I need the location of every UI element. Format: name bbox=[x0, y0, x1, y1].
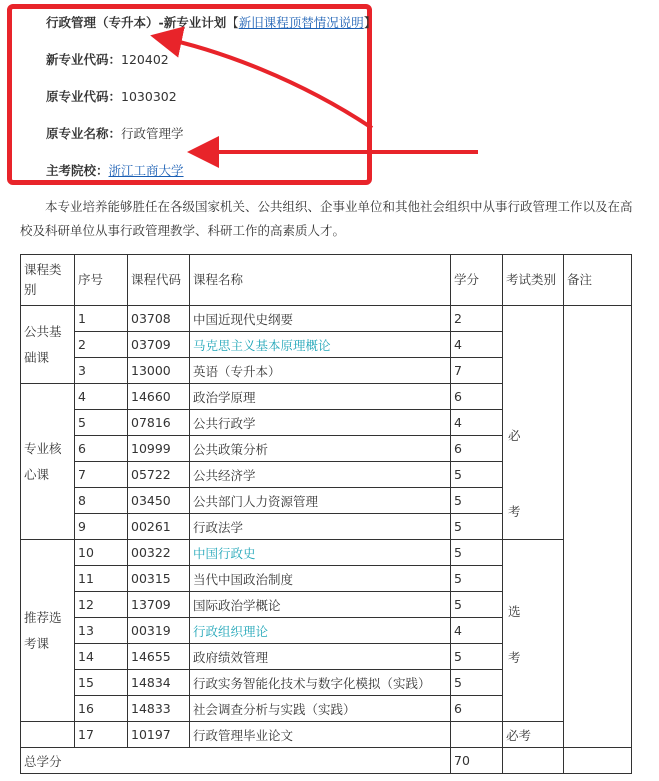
header-name: 课程名称 bbox=[190, 255, 451, 306]
course-link[interactable]: 中国行政史 bbox=[190, 540, 451, 566]
table-row: 3 13000 英语（专升本） 7 bbox=[21, 358, 632, 384]
table-row: 推荐选考课 10 00322 中国行政史 5 选 考 bbox=[21, 540, 632, 566]
header-seq: 序号 bbox=[75, 255, 128, 306]
header-code: 课程代码 bbox=[128, 255, 190, 306]
table-row: 16 14833 社会调查分析与实践（实践） 6 bbox=[21, 696, 632, 722]
table-row: 5 07816 公共行政学 4 bbox=[21, 410, 632, 436]
plan-title-line: 行政管理（专升本）-新专业计划【新旧课程顶替情况说明】 bbox=[46, 15, 377, 30]
table-header-row bbox=[21, 255, 632, 306]
table-row: 9 00261 行政法学 5 bbox=[21, 514, 632, 540]
old-name-line: 原专业名称：行政管理学 bbox=[46, 126, 184, 141]
old-code-line: 原专业代码：1030302 bbox=[46, 89, 177, 104]
table-row: 7 05722 公共经济学 5 bbox=[21, 462, 632, 488]
group-public: 公共基础课 bbox=[21, 306, 75, 384]
intro-paragraph: 本专业培养能够胜任在各级国家机关、公共组织、企事业单位和其他社会组织中从事行政管理工作以及在高校及科研单位从事行政管理教学、科研工作的高素质人才。 bbox=[20, 199, 633, 238]
table-row: 6 10999 公共政策分析 6 bbox=[21, 436, 632, 462]
table-row: 14 14655 政府绩效管理 5 bbox=[21, 644, 632, 670]
total-label: 总学分 bbox=[21, 748, 451, 774]
old-name-value: 行政管理学 bbox=[121, 126, 184, 141]
course-link[interactable]: 行政组织理论 bbox=[190, 618, 451, 644]
table-row: 专业核心课 4 14660 政治学原理 6 bbox=[21, 384, 632, 410]
table-row: 12 13709 国际政治学概论 5 bbox=[21, 592, 632, 618]
header-note: 备注 bbox=[564, 255, 632, 306]
arrow-to-title bbox=[158, 37, 372, 128]
note-cell bbox=[564, 306, 632, 748]
course-link[interactable]: 马克思主义基本原理概论 bbox=[190, 332, 451, 358]
table-row: 13 00319 行政组织理论 4 bbox=[21, 618, 632, 644]
table-row: 17 10197 行政管理毕业论文 必考 bbox=[21, 722, 632, 748]
total-row bbox=[21, 748, 632, 774]
header-credit: 学分 bbox=[451, 255, 503, 306]
table-row: 2 03709 马克思主义基本原理概论 4 bbox=[21, 332, 632, 358]
header-exam: 考试类别 bbox=[503, 255, 564, 306]
plan-title: 行政管理（专升本）-新专业计划 bbox=[46, 15, 227, 30]
new-code-value: 120402 bbox=[121, 52, 169, 67]
course-table bbox=[20, 254, 632, 774]
old-code-value: 1030302 bbox=[121, 89, 177, 104]
exam-required-cell: 必 考 bbox=[503, 306, 564, 540]
replacement-info-link[interactable]: 新旧课程顶替情况说明 bbox=[238, 15, 364, 30]
table-row: 公共基础课 1 03708 中国近现代史纲要 2 必 考 bbox=[21, 306, 632, 332]
header-category: 课程类别 bbox=[21, 255, 75, 306]
group-core: 专业核心课 bbox=[21, 384, 75, 540]
group-elective: 推荐选考课 bbox=[21, 540, 75, 722]
annotation-arrows bbox=[0, 0, 659, 200]
table-row: 11 00315 当代中国政治制度 5 bbox=[21, 566, 632, 592]
school-link[interactable]: 浙江工商大学 bbox=[108, 163, 184, 178]
table-row: 15 14834 行政实务智能化技术与数字化模拟（实践） 5 bbox=[21, 670, 632, 696]
table-row: 8 03450 公共部门人力资源管理 5 bbox=[21, 488, 632, 514]
total-value: 70 bbox=[451, 748, 503, 774]
exam-elective-cell: 选 考 bbox=[503, 540, 564, 722]
exam-thesis-cell: 必考 bbox=[503, 722, 564, 748]
school-line: 主考院校：浙江工商大学 bbox=[46, 163, 184, 178]
new-code-line: 新专业代码：120402 bbox=[46, 52, 169, 67]
